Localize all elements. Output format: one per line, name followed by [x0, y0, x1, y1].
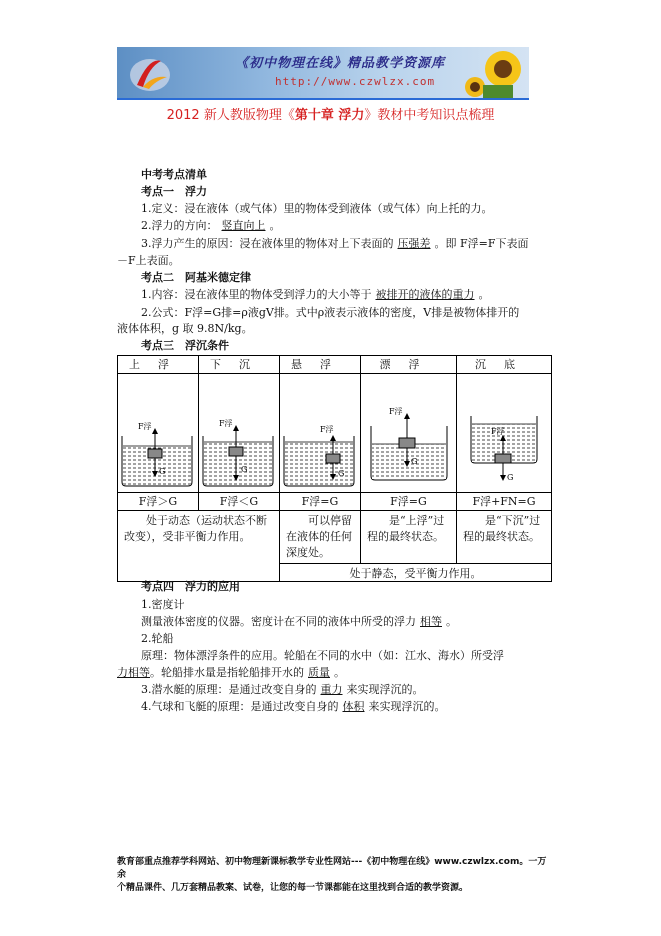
formula-suspend: F浮=G — [280, 493, 361, 511]
footer-line-2: 个精品课件、几万套精品教案、试卷，让您的每一节课都能在这里找到合适的教学资源。 — [117, 883, 469, 893]
f-label: F浮 — [138, 422, 152, 431]
formula-rise: F浮＞G — [118, 493, 199, 511]
kp4-hydrometer: 1.密度计 — [141, 598, 185, 611]
header-suspend: 悬浮 — [280, 356, 361, 374]
diagram-suspend — [280, 374, 361, 493]
kp4-ship: 2.轮船 — [141, 632, 174, 645]
kp4-balloon: 4.气球和飞艇的原理：是通过改变自身的 体积 来实现浮沉的。 — [141, 700, 446, 713]
banner-title: 《初中物理在线》精品教学资源库 — [235, 56, 446, 71]
g-label: G — [159, 467, 166, 476]
diagram-sink — [199, 374, 280, 493]
site-logo-icon — [127, 51, 173, 95]
kp2-formula: 2.公式：F浮=G排=ρ液gV排。式中ρ液表示液体的密度，V排是被物体排开的 — [141, 306, 520, 319]
bottom-note-cell: 是“下沉”过程的最终状态。 — [457, 511, 552, 564]
header-rise: 上浮 — [118, 356, 199, 374]
sunflower-icon — [463, 47, 523, 98]
footer-line-1: 教育部重点推荐学科网站、初中物理新课标教学专业性网站---《初中物理在线》www.czwlzx.com。一万余 — [117, 857, 547, 880]
kp2-formula-cont: 液体体积，g 取 9.8N/kg。 — [117, 322, 253, 335]
kp1-title: 考点一 浮力 — [141, 185, 207, 198]
header-banner — [117, 47, 529, 98]
kp1-direction: 2.浮力的方向： 竖直向上 。 — [141, 219, 281, 232]
page-footer — [117, 856, 547, 895]
header-bottom: 沉底 — [457, 356, 552, 374]
formula-bottom: F浮+FN=G — [457, 493, 552, 511]
diagram-bottom — [457, 374, 552, 493]
kp4-submarine: 3.潜水艇的原理：是通过改变自身的 重力 来实现浮沉的。 — [141, 683, 424, 696]
kp2-title: 考点二 阿基米德定律 — [141, 271, 251, 284]
header-float: 漂浮 — [361, 356, 457, 374]
f-label: F浮 — [389, 407, 403, 416]
kp1-cause-cont: －F上表面。 — [117, 254, 180, 267]
dynamic-state-cell: 处于动态（运动状态不断改变），受非平衡力作用。 — [118, 511, 280, 582]
kp4-hydrometer-desc: 测量液体密度的仪器。密度计在不同的液体中所受的浮力 相等 。 — [141, 615, 457, 628]
f-label: F浮 — [320, 425, 334, 434]
buoyancy-conditions-table — [117, 355, 552, 582]
formula-sink: F浮＜G — [199, 493, 280, 511]
header-rule — [117, 98, 529, 100]
diagram-rise — [118, 374, 199, 493]
kp4-ship-desc-cont: 力相等。轮船排水量是指轮船排开水的 质量 。 — [117, 666, 345, 679]
formula-float: F浮=G — [361, 493, 457, 511]
f-label: F浮 — [219, 419, 233, 428]
f-label: F浮 — [491, 427, 505, 436]
kp4-title: 考点四 浮力的应用 — [141, 580, 240, 593]
kp1-definition: 1.定义：浸在液体（或气体）里的物体受到液体（或气体）向上托的力。 — [141, 202, 493, 215]
kp1-cause: 3.浮力产生的原因：浸在液体里的物体对上下表面的 压强差 。即 F浮=F下表面 — [141, 237, 529, 250]
kp4-ship-desc: 原理：物体漂浮条件的应用。轮船在不同的水中（如：江水、海水）所受浮 — [141, 649, 504, 662]
kp2-content: 1.内容：浸在液体里的物体受到浮力的大小等于 被排开的液体的重力 。 — [141, 288, 490, 301]
header-sink: 下沉 — [199, 356, 280, 374]
g-label: G — [507, 473, 514, 482]
g-label: G — [241, 465, 248, 474]
banner-url[interactable]: http://www.czwlzx.com — [275, 75, 436, 88]
section-heading: 中考考点清单 — [141, 168, 207, 181]
diagram-float — [361, 374, 457, 493]
document-title: 2012 新人教版物理《第十章 浮力》教材中考知识点梳理 — [166, 108, 495, 123]
suspend-note-cell: 可以停留在液体的任何深度处。 — [280, 511, 361, 564]
static-state-cell: 处于静态，受平衡力作用。 — [280, 564, 552, 582]
float-note-cell: 是“上浮”过程的最终状态。 — [361, 511, 457, 564]
g-label: G — [338, 469, 345, 478]
g-label: G — [411, 457, 418, 466]
kp3-title: 考点三 浮沉条件 — [141, 339, 229, 352]
